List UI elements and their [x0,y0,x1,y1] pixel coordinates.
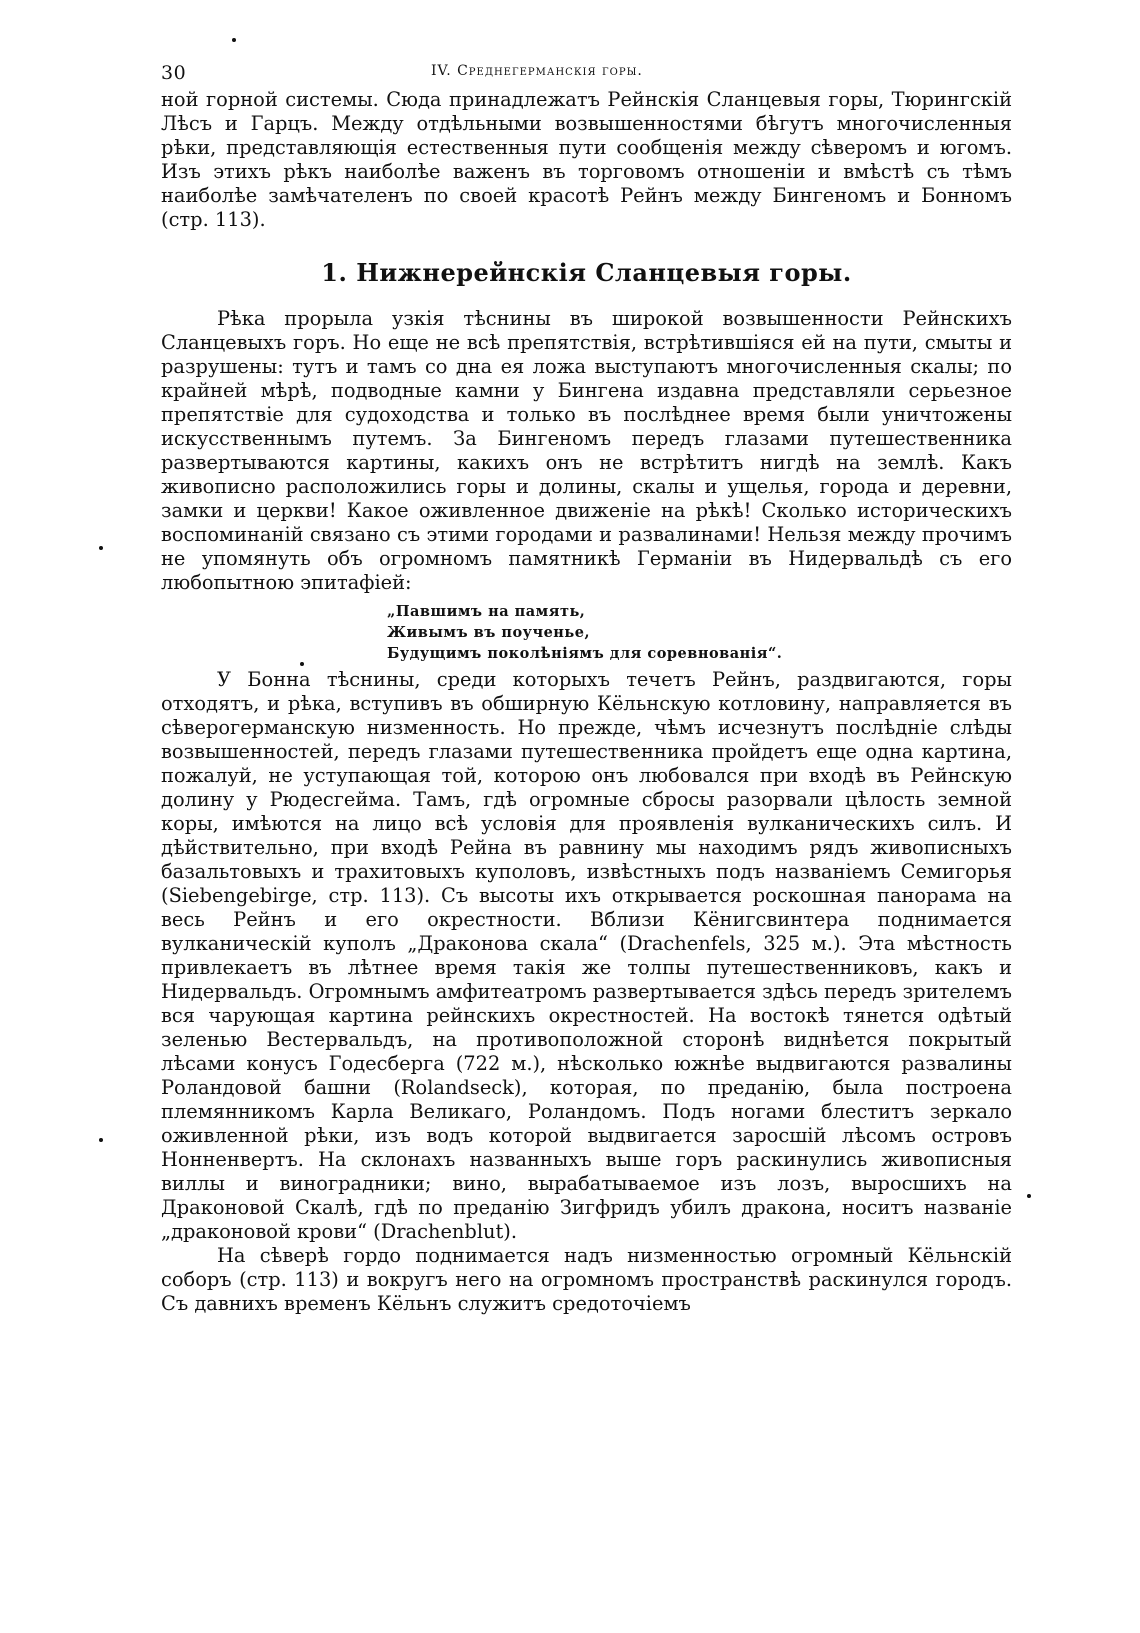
scan-speck [99,546,103,550]
scan-speck [99,1138,103,1142]
paragraph-cologne: На сѣверѣ гордо поднимается надъ низменностью огромный Кёльнскій соборъ (стр. 113) и вокругъ него на огромномъ пространствѣ раскинулся городъ. Съ давнихъ временъ Кёльнъ служитъ средоточіемъ [161,1244,1012,1315]
running-title: IV. Среднегерманскія горы. [431,63,643,79]
book-page [161,62,1012,1316]
epitaph-quote [387,601,1012,664]
epitaph-line: Будущимъ поколѣніямъ для соревнованія“. [387,645,783,662]
page-number: 30 [161,62,187,84]
epitaph-line: „Павшимъ на память, [387,603,586,620]
paragraph-rhine-gorges: Рѣка прорыла узкія тѣснины въ широкой возвышенности Рейнскихъ Сланцевыхъ горъ. Но еще не всѣ препятствія, встрѣтившіяся ей на пути, смыты и разрушены: тутъ и тамъ со дна ея ложа выступаютъ многочисленныя скалы; по крайней мѣрѣ, подводные камни у Бингена издавна представляли серьезное препятствіе для судоходства и только въ послѣднее время были уничтожены искусственнымъ путемъ. За Бингеномъ передъ глазами путешественника развертываются картины, какихъ онъ не встрѣтитъ нигдѣ на землѣ. Какъ живописно расположились горы и долины, скалы и ущелья, города и деревни, замки и церкви! Какое оживленное движеніе на рѣкѣ! Сколько историческихъ воспоминаній связано съ этими городами и развалинами! Нельзя между прочимъ не упомянуть объ огромномъ памятникѣ Германіи въ Нидервальдѣ съ его любопытною эпитафіей: [161,307,1012,594]
scan-speck [1027,1194,1031,1198]
epitaph-line: Живымъ въ поученье, [387,624,591,641]
intro-paragraph: ной горной системы. Сюда принадлежатъ Рейнскія Сланцевыя горы, Тюрингскій Лѣсъ и Гарцъ. Между отдѣльными возвышенностями бѣгутъ многочисленныя рѣки, представляющія естественныя пути сообщенія между сѣверомъ и югомъ. Изъ этихъ рѣкъ наиболѣе важенъ въ торговомъ отношеніи и вмѣстѣ съ тѣмъ наиболѣе замѣчателенъ по своей красотѣ Рейнъ между Бингеномъ и Бонномъ (стр. 113). [161,88,1012,231]
scan-speck [232,38,236,42]
running-head [161,62,1012,88]
section-heading: 1. Нижнерейнскія Сланцевыя горы. [321,258,852,287]
paragraph-bonn-siebengebirge: У Бонна тѣснины, среди которыхъ течетъ Рейнъ, раздвигаются, горы отходятъ, и рѣка, вступивъ въ обширную Кёльнскую котловину, направляется въ сѣверогерманскую низменность. Но прежде, чѣмъ исчезнутъ послѣдніе слѣды возвышенностей, передъ глазами путешественника пройдетъ еще одна картина, пожалуй, не уступающая той, которою онъ любовался при входѣ въ Рейнскую долину у Рюдесгейма. Тамъ, гдѣ огромные сбросы разорвали цѣлость земной коры, имѣются на лицо всѣ условія для проявленія вулканическихъ силъ. И дѣйствительно, при входѣ Рейна въ равнину мы находимъ рядъ живописныхъ базальтовыхъ и трахитовыхъ куполовъ, извѣстныхъ подъ названіемъ Семигорья (Siebengebirge, стр. 113). Съ высоты ихъ открывается роскошная панорама на весь Рейнъ и его окрестности. Вблизи Кёнигсвинтера поднимается вулканическій куполъ „Драконова скала“ (Drachenfels, 325 м.). Эта мѣстность привлекаетъ въ лѣтнее время такія же толпы путешественниковъ, какъ и Нидервальдъ. Огромнымъ амфитеатромъ развертывается здѣсь передъ зрителемъ вся чарующая картина рейнскихъ окрестностей. На востокѣ тянется одѣтый зеленью Вестервальдъ, на противоположной сторонѣ виднѣется покрытый лѣсами конусъ Годесберга (722 м.), нѣсколько южнѣе выдвигаются развалины Роландовой башни (Rolandseck), которая, по преданію, была построена племянникомъ Карла Великаго, Роландомъ. Подъ ногами блеститъ зеркало оживленной рѣки, изъ водъ которой выдвигается заросшій лѣсомъ островъ Нонненвертъ. На склонахъ названныхъ выше горъ раскинулись живописныя виллы и виноградники; вино, вырабатываемое изъ лозъ, выросшихъ на Драконовой Скалѣ, гдѣ по преданію Зигфридъ убилъ дракона, носитъ названіе „драконовой крови“ (Drachenblut). [161,668,1012,1243]
